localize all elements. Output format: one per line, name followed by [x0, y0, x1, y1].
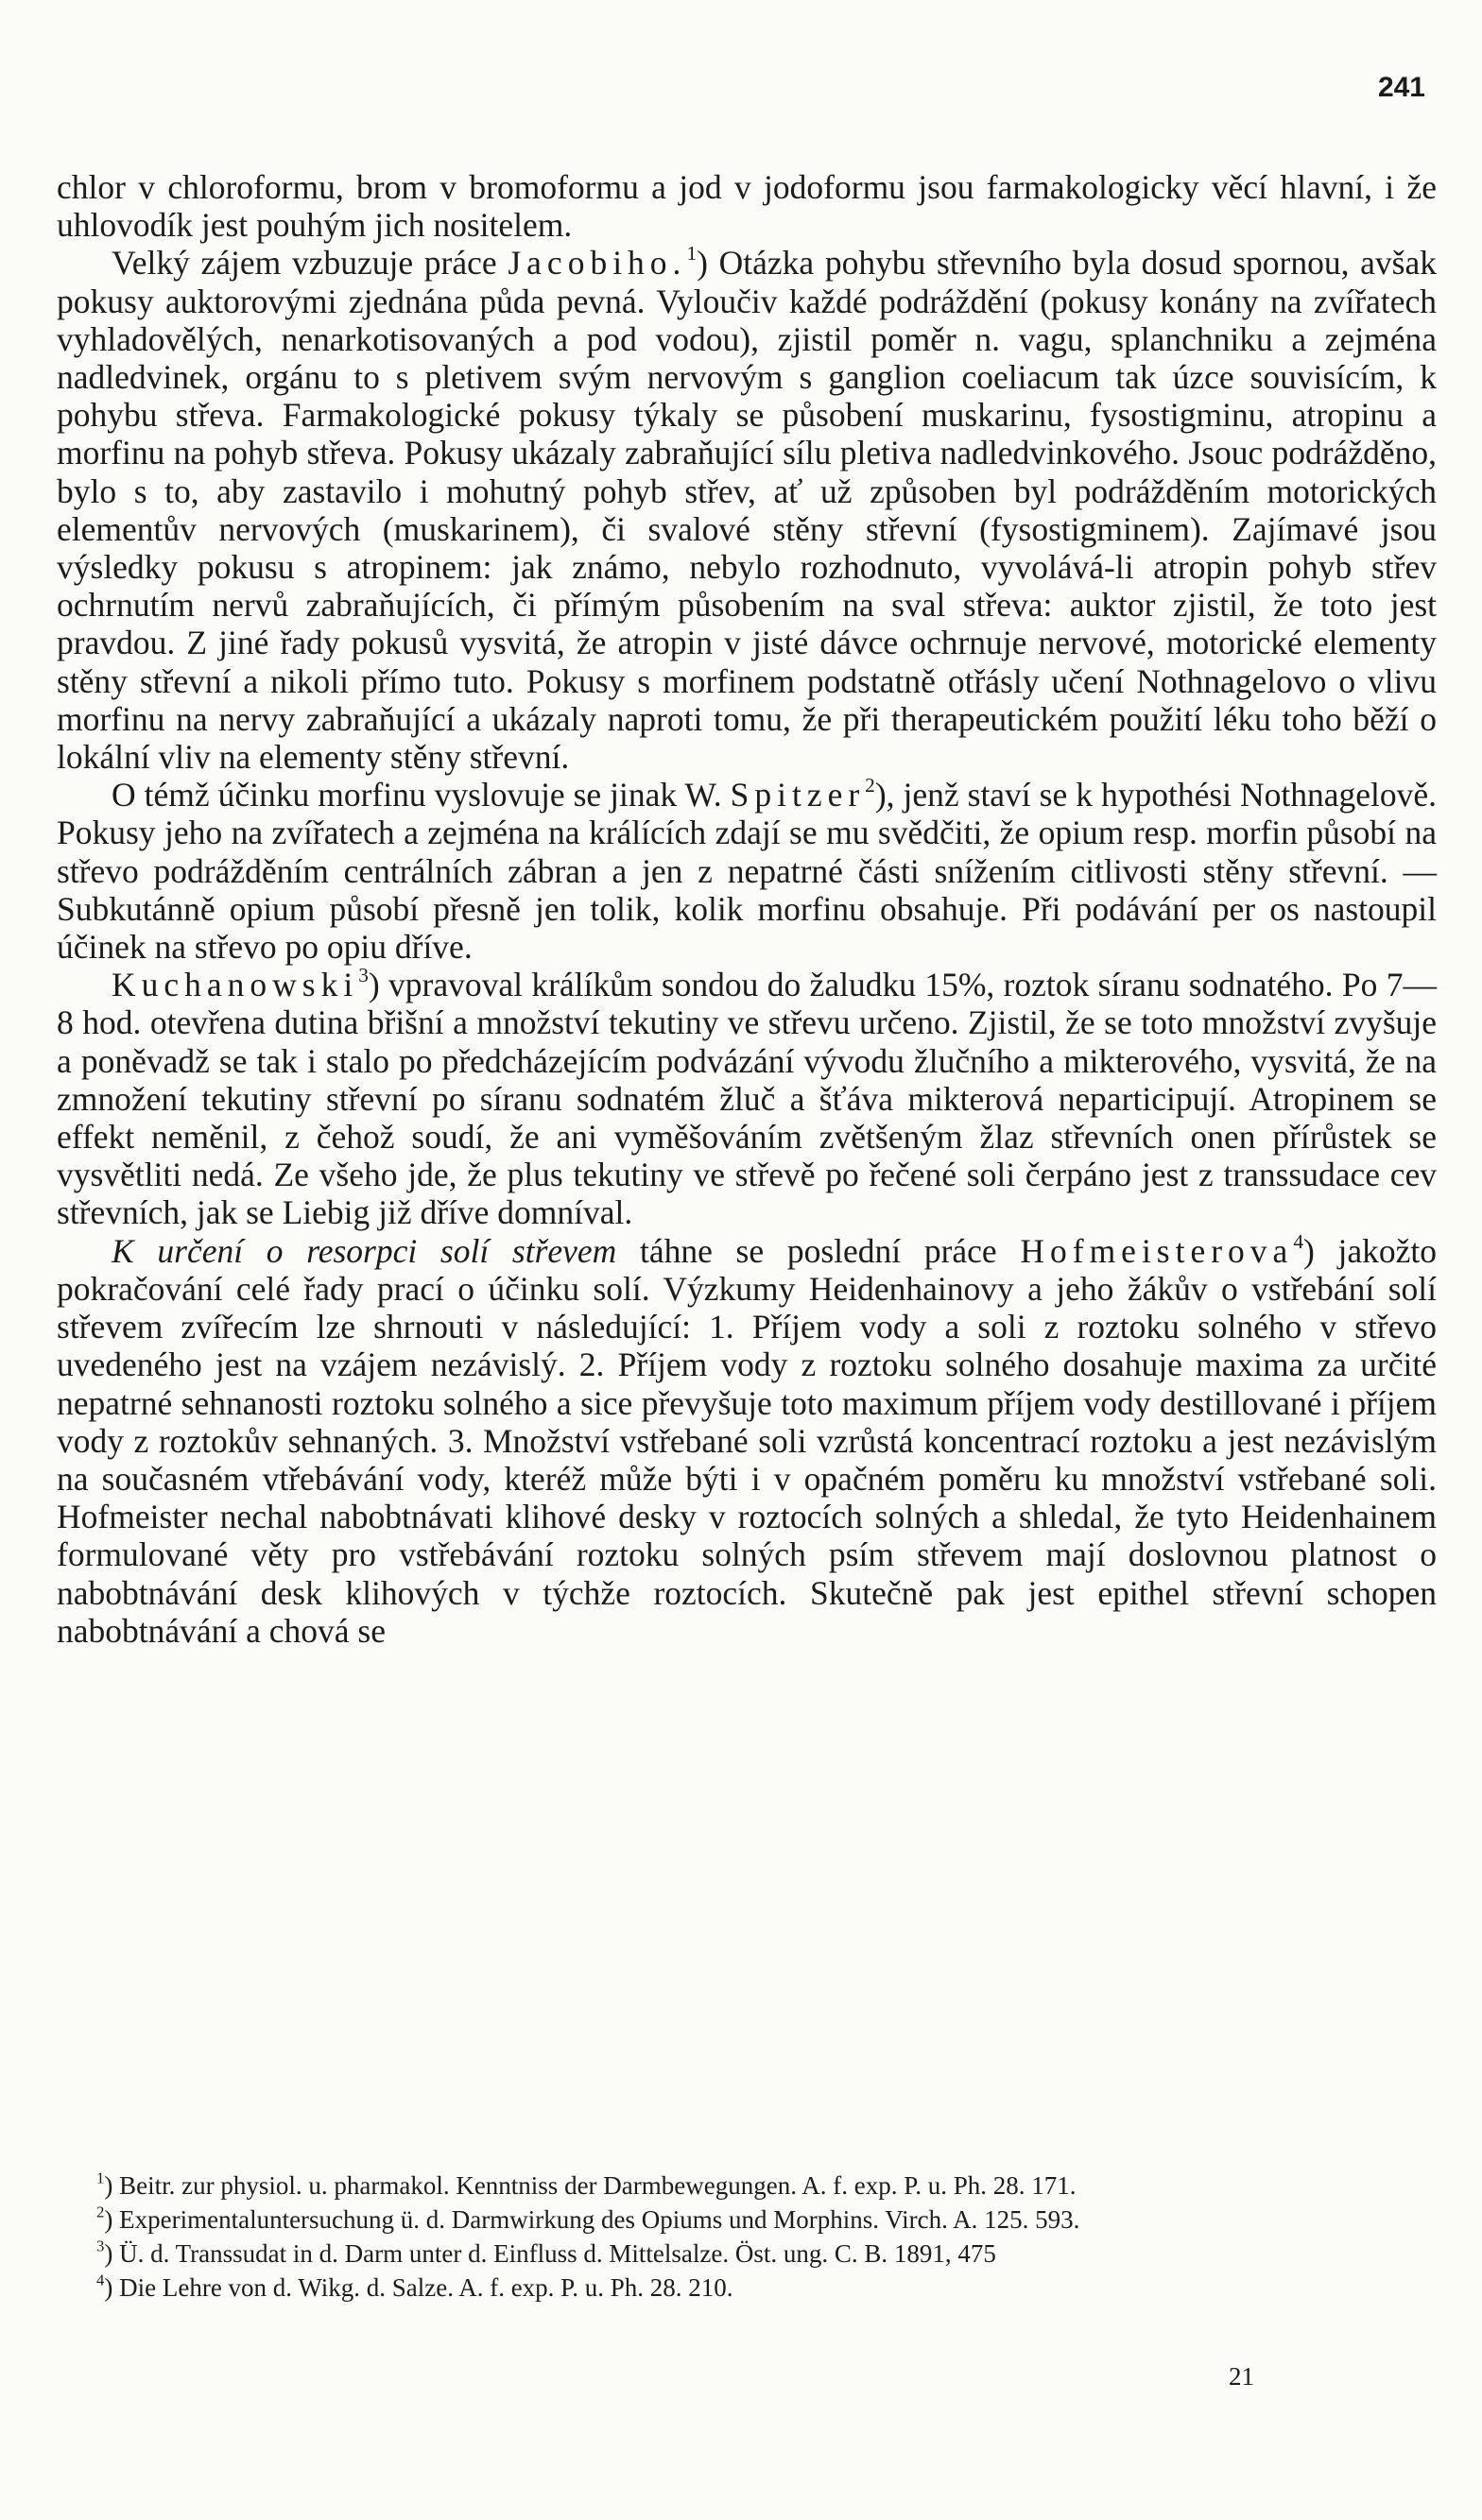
footnote-mark: 1: [96, 2169, 105, 2187]
text-run: ) Otázka pohybu střevního byla dosud spornou, avšak pokusy auktorovými zjednána půda pevná. Vyloučiv každé podráždění (pokusy konány na zvířatech vyhladovělých, nenarkotisovaných a pod vodou), zjistil poměr n. vagu, splanchniku a zejména nadledvinek, orgánu to s pletivem svým nervovým s ganglion coeliacum tak úzce souvisícím, k pohybu střeva. Farmakologické pokusy týkaly se působení muskarinu, fysostigminu, atropinu a morfinu na pohyb střeva. Pokusy ukázaly zabraňující sílu pletiva nadledvinkového. Jsouc podrážděno, bylo s to, aby zastavilo i mohutný pohyb střev, ať už způsoben byl podrážděním motorických elementův nervových (muskarinem), či svalové stěny střevní (fysostigminem). Zajímavé jsou výsledky pokusu s atropinem: jak známo, nebylo rozhodnuto, vyvolává-li atropin pohyb střev ochrnutím nervů zabraňujících, či přímým působením na sval střeva: auktor zjistil, že toto jest pravdou. Z jiné řady pokusů vysvitá, že atropin v jisté dávce ochrnuje nervové, motorické elementy stěny střevní a nikoli přímo tuto. Pokusy s morfinem podstatně otřásly učení Nothnagelovo o vlivu morfinu na nervy zabraňující a ukázaly naproti tomu, že při therapeutickém použití léku toho běží o lokální vliv na elementy stěny střevní.: [57, 244, 1437, 777]
author-name: Jacobiho.: [508, 244, 687, 283]
footnote-ref: 4: [1293, 1229, 1303, 1253]
paragraph: [57, 1229, 1437, 1650]
page-number: 241: [1377, 72, 1425, 103]
footnote: $^3$) Ü. d. Transsudat in d. Darm unter d. Einfluss d. Mittelsalze. Öst. ung. C. B. 1891, 475: [96, 2237, 996, 2268]
footnote-text: Die Lehre von d. Wikg. d. Salze. A. f. exp. P. u. Ph. 28. 210.: [119, 2273, 733, 2302]
footnote-ref: 1: [686, 242, 698, 266]
body-text: [57, 168, 1437, 1650]
footnotes: [57, 2169, 1437, 2305]
text-run: chlor v chloroformu, brom v bromoformu a jod v jodoformu jsou farmakologicky věcí hlavní, i že uhlovodík jest pouhým jich nositelem.: [57, 168, 1437, 245]
footnote: $^4$) Die Lehre von d. Wikg. d. Salze. A. f. exp. P. u. Ph. 28. 210.: [96, 2271, 733, 2302]
paragraph: [57, 244, 1437, 776]
paragraph: [57, 966, 1437, 1231]
author-name: Hofmeisterova: [1020, 1231, 1294, 1270]
text-run: táhne se poslední práce: [616, 1231, 1021, 1270]
footnote-mark: 3: [96, 2237, 105, 2255]
author-name: Kuchanowski: [112, 966, 359, 1004]
paragraph: [57, 168, 1437, 244]
paragraph: [57, 776, 1437, 966]
footnote-text: Ü. d. Transsudat in d. Darm unter d. Einfluss d. Mittelsalze. Öst. ung. C. B. 1891, 475: [119, 2239, 996, 2268]
text-run: ) jakožto pokračování celé řady prací o účinku solí. Výzkumy Heidenhainovy a jeho žákův o vstřebání solí střevem zvířecím lze shrnouti v následující: 1. Příjem vody a soli z roztoku solného v střevo uvedeného jest na vzájem nezávislý. 2. Příjem vody z roztoku solného dosahuje maxima za určité nepatrné sehnanosti roztoku solného a sice převyšuje toto maximum příjem vody destillované i příjem vody z roztokův sehnaných. 3. Množství vstřebané soli vzrůstá koncentrací roztoku a jest nezávislým na současném vtřebávání vody, kteréž může býti i v opačném poměru ku množství vstřebané soli. Hofmeister nechal nabobtnávati klihové desky v roztocích solných a shledal, že tyto Heidenhainem formulované věty pro vstřebávání roztoku solných psím střevem mají doslovnou platnost o nabobtnávání desk klihových v týchže roztocích. Skutečně pak jest epithel střevní schopen nabobtnávání a chová se: [57, 1231, 1437, 1650]
footnote: $^2$) Experimentaluntersuchung ü. d. Darmwirkung des Opiums und Morphins. Virch. A. 125. 593.: [96, 2203, 1080, 2234]
text-run: Velký zájem vzbuzuje práce: [112, 244, 508, 283]
footnote-mark: 2: [96, 2203, 105, 2221]
footnote-mark: 4: [96, 2271, 105, 2289]
footnote-ref: 2: [865, 774, 875, 797]
emphasis-text: K určení o resorpci solí střevem: [112, 1231, 617, 1270]
text-run: ) vpravoval králíkům sondou do žaludku 15%, roztok síranu sodnatého. Po 7—8 hod. otevřena dutina břišní a množství tekutiny ve střevu určeno. Zjistil, že se toto množství zvyšuje a poněvadž se tak i stalo po předcházejícím podvázání vývodu žlučního a mikterového, vysvitá, že na zmnožení tekutiny střevní po síranu sodnatém žluč a šťáva mikterová neparticipují. Atropinem se effekt neměnil, z čehož soudí, že ani vyměšováním zvětšeným žlaz střevních onen přírůstek se vysvětliti nedá. Ze všeho jde, že plus tekutiny ve střevě po řečené soli čerpáno jest z transsudace cev střevních, jak se Liebig již dříve domníval.: [57, 966, 1437, 1232]
footnote: $^1$) Beitr. zur physiol. u. pharmakol. Kenntniss der Darmbewegungen. A. f. exp. P. u. Ph. 28. 171.: [96, 2169, 1077, 2200]
signature-mark: 21: [1229, 2362, 1254, 2391]
footnote-text: Experimentaluntersuchung ü. d. Darmwirkung des Opiums und Morphins. Virch. A. 125. 593.: [119, 2205, 1080, 2234]
text-run: ), jenž staví se k hypothési Nothnagelově. Pokusy jeho na zvířatech a zejména na králících zdají se mu svědčiti, že opium resp. morfin působí na střevo podrážděním centrálních zábran a jen z nepatrné části snížením citlivosti stěny střevní. — Subkutánně opium působí přesně jen tolik, kolik morfinu obsahuje. Při podávání per os nastoupil účinek na střevo po opiu dříve.: [57, 776, 1438, 967]
author-name: Spitzer: [730, 776, 866, 814]
footnote-ref: 3: [358, 964, 369, 987]
text-run: O témž účinku morfinu vyslovuje se jinak W.: [112, 776, 731, 814]
footnote-text: Beitr. zur physiol. u. pharmakol. Kenntniss der Darmbewegungen. A. f. exp. P. u. Ph. 28. 171.: [119, 2171, 1077, 2200]
